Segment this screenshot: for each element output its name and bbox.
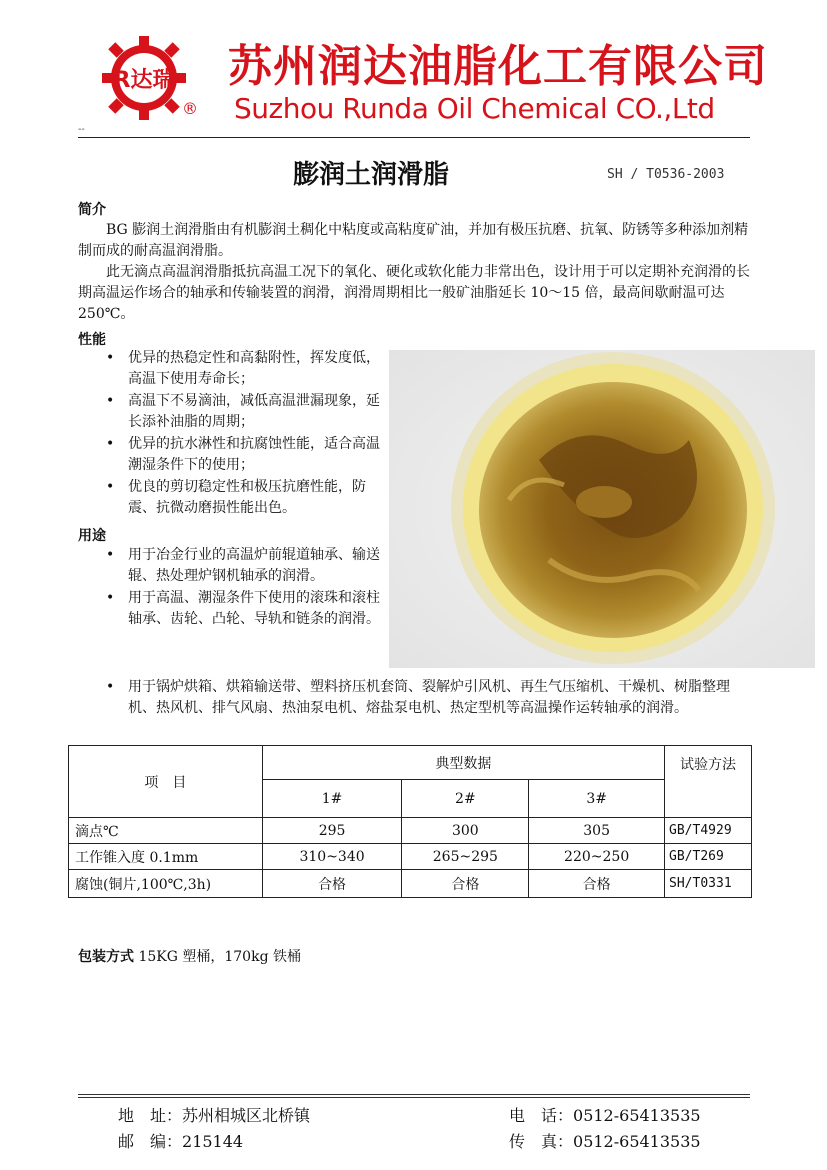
list-item: • 用于高温、潮湿条件下使用的滚珠和滚柱轴承、齿轮、凸轮、导轨和链条的润滑。: [78, 588, 382, 630]
usage-list-top: [78, 545, 382, 631]
registered-mark: ®: [182, 99, 198, 118]
usage-heading: 用途: [78, 528, 106, 544]
fax-value: 0512-65413535: [573, 1132, 701, 1151]
cell: 305: [529, 818, 665, 844]
row-name: 工作锥入度 0.1mm: [69, 844, 263, 870]
list-item: • 优良的剪切稳定性和极压抗磨性能，防震、抗微动磨损性能出色。: [78, 477, 382, 519]
address-line: [118, 1103, 310, 1126]
row-name: 腐蚀(铜片,100℃,3h): [69, 870, 263, 898]
cell: 295: [262, 818, 402, 844]
cell: 合格: [262, 870, 402, 898]
product-title: 膨润土润滑脂: [293, 160, 450, 190]
list-item: • 优异的抗水淋性和抗腐蚀性能，适合高温潮湿条件下的使用；: [78, 434, 382, 476]
gear-logo-icon: [100, 34, 196, 124]
address-label: 地 址：: [118, 1106, 183, 1125]
phone-label: 电 话：: [509, 1106, 574, 1125]
list-item: • 高温下不易滴油，减低高温泄漏现象，延长添补油脂的周期；: [78, 391, 382, 433]
packaging: [78, 946, 301, 966]
cell: 220~250: [529, 844, 665, 870]
list-item: • 用于锅炉烘箱、烘箱输送带、塑料挤压机套筒、裂解炉引风机、再生气压缩机、干燥机、树脂整理机、热风机、排气风扇、热油泵电机、熔盐泵电机、热定型机等高温操作运转轴承的润滑。: [78, 677, 750, 719]
packaging-label: 包装方式: [78, 949, 134, 965]
dash-mark: --: [78, 124, 85, 135]
standard-code: SH / T0536-2003: [607, 167, 725, 182]
item-header: 项 目: [69, 746, 263, 818]
row-name: 滴点℃: [69, 818, 263, 844]
footer-divider: [78, 1097, 750, 1098]
cell: 合格: [529, 870, 665, 898]
packaging-value: 15KG 塑桶，170kg 铁桶: [138, 949, 301, 965]
table-row: [69, 844, 752, 870]
method-cell: SH/T0331: [665, 870, 752, 898]
phone-line: [509, 1103, 701, 1126]
table-row: [69, 870, 752, 898]
fax-line: [509, 1129, 701, 1152]
header-divider: [78, 137, 750, 138]
phone-value: 0512-65413535: [573, 1106, 701, 1125]
company-name-en: Suzhou Runda Oil Chemical CO.,Ltd: [234, 92, 715, 125]
postcode-value: 215144: [182, 1132, 244, 1151]
logo-text: R达瑞: [113, 68, 175, 93]
method-cell: GB/T269: [665, 844, 752, 870]
usage-list-bottom: [78, 677, 750, 720]
typical-data-header: 典型数据: [262, 746, 664, 780]
footer-divider: [78, 1094, 750, 1095]
product-photo: [389, 350, 815, 668]
fax-label: 传 真：: [509, 1132, 574, 1151]
cell: 310~340: [262, 844, 402, 870]
cell: 265~295: [402, 844, 529, 870]
performance-list: [78, 348, 382, 520]
postcode-line: [118, 1129, 243, 1152]
address-value: 苏州相城区北桥镇: [182, 1106, 311, 1125]
intro-paragraph-2: 此无滴点高温润滑脂抵抗高温工况下的氧化、硬化或软化能力非常出色，设计用于可以定期补充润滑的长期高温运作场合的轴承和传输装置的润滑，润滑周期相比一般矿油脂延长 10～15 倍，最高间歇耐温可达 250℃。: [78, 264, 750, 322]
intro-heading: 简介: [78, 202, 106, 218]
cell: 合格: [402, 870, 529, 898]
test-method-header: 试验方法: [665, 746, 752, 818]
table-row: [69, 818, 752, 844]
grade-header: 1#: [262, 780, 402, 818]
list-item: • 用于冶金行业的高温炉前辊道轴承、输送辊、热处理炉钢机轴承的润滑。: [78, 545, 382, 587]
company-logo: [100, 34, 196, 124]
list-item: • 优异的热稳定性和高黏附性，挥发度低，高温下使用寿命长；: [78, 348, 382, 390]
postcode-label: 邮 编：: [118, 1132, 183, 1151]
method-cell: GB/T4929: [665, 818, 752, 844]
grade-header: 2#: [402, 780, 529, 818]
cell: 300: [402, 818, 529, 844]
intro-paragraph-1: BG 膨润土润滑脂由有机膨润土稠化中粘度或高粘度矿油，并加有极压抗磨、抗氧、防锈等多种添加剂精制而成的耐高温润滑脂。: [78, 222, 749, 259]
typical-data-table: [68, 745, 752, 898]
grade-header: 3#: [529, 780, 665, 818]
company-name-cn: 苏州润达油脂化工有限公司: [228, 41, 768, 92]
performance-heading: 性能: [78, 332, 106, 348]
